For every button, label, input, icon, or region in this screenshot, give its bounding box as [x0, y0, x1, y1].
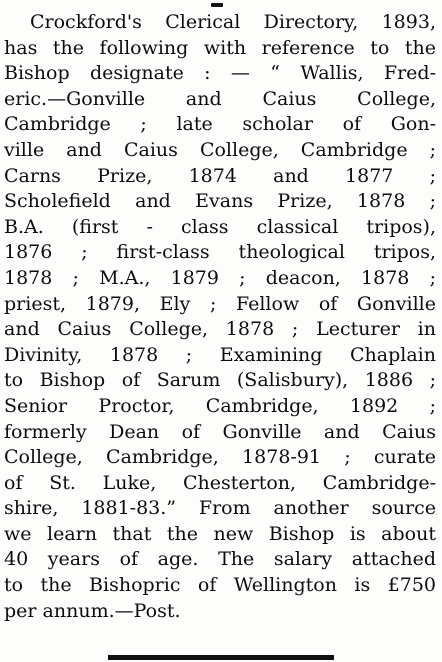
article-line: 1876 ; first-class theological tripos,	[4, 241, 436, 264]
article-line: eric.—Gonville and Caius College,	[4, 87, 436, 110]
article-line: 40 years of age. The salary attached	[4, 548, 436, 571]
article-line: has the following with reference to the	[4, 36, 436, 59]
article-line: shire, 1881-83.” From another source	[4, 497, 436, 520]
article-line: to the Bishopric of Wellington is £750	[4, 574, 436, 597]
article-line: of St. Luke, Chesterton, Cambridge-	[4, 471, 436, 494]
article-line: and Caius College, 1878 ; Lecturer in	[4, 318, 436, 341]
article-line: 1878 ; M.A., 1879 ; deacon, 1878 ;	[4, 266, 436, 289]
article-line: we learn that the new Bishop is about	[4, 522, 436, 545]
article-line: formerly Dean of Gonville and Caius	[4, 420, 436, 443]
article-line: priest, 1879, Ely ; Fellow of Gonville	[4, 292, 436, 315]
article-line: B.A. (first - class classical tripos),	[4, 215, 436, 238]
article-line: College, Cambridge, 1878-91 ; curate	[4, 446, 436, 469]
article-line: Senior Proctor, Cambridge, 1892 ;	[4, 394, 436, 417]
article-line: to Bishop of Sarum (Salisbury), 1886 ;	[4, 369, 436, 392]
top-rule	[211, 3, 223, 7]
article-line: per annum.—Post.	[4, 599, 181, 622]
article-line: ville and Caius College, Cambridge ;	[4, 138, 436, 161]
article-body	[4, 10, 436, 624]
article-line: Carns Prize, 1874 and 1877 ;	[4, 164, 436, 187]
article-line: Scholefield and Evans Prize, 1878 ;	[4, 190, 436, 213]
article-line: Crockford's Clerical Directory, 1893,	[30, 11, 436, 33]
bottom-rule	[108, 655, 334, 660]
article-line: Bishop designate : — “ Wallis, Fred-	[4, 62, 436, 85]
article-line: Divinity, 1878 ; Examining Chaplain	[4, 343, 436, 366]
article-line: Cambridge ; late scholar of Gon-	[4, 113, 436, 136]
